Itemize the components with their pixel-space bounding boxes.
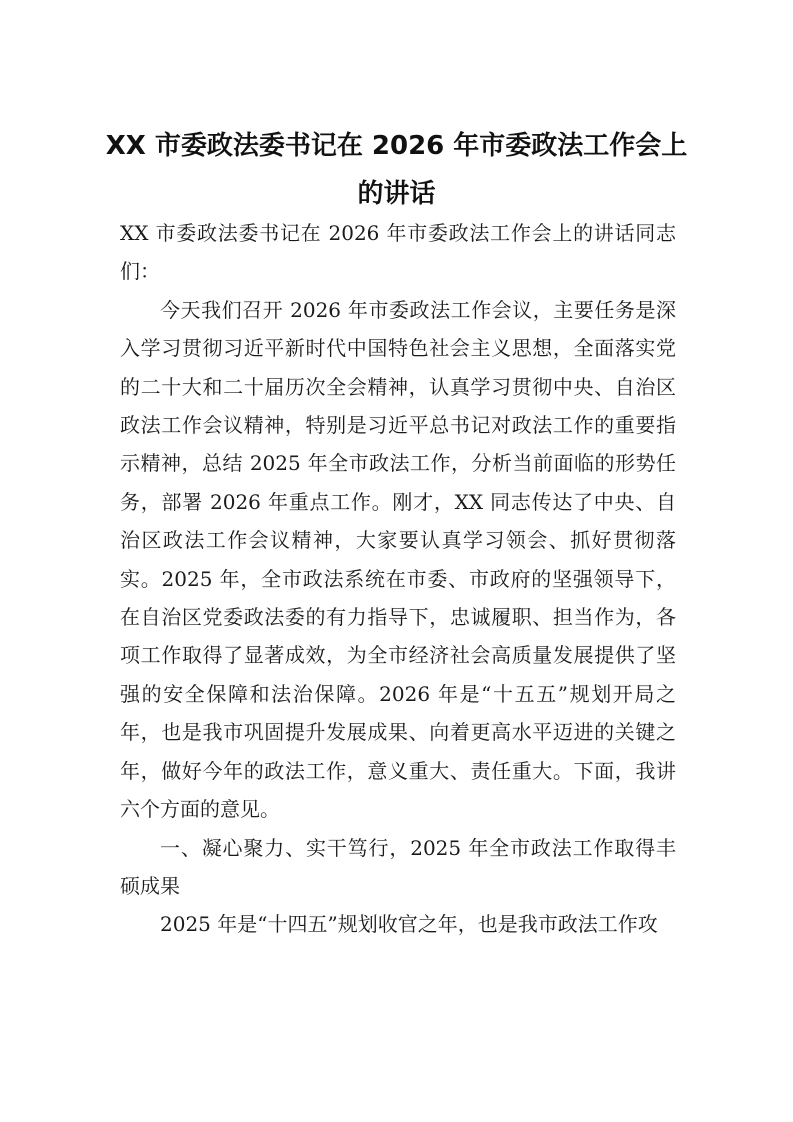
section-heading-one: 一、凝心聚力、实干笃行，2025 年全市政法工作取得丰硕成果 (120, 835, 676, 898)
opening-paragraph: XX 市委政法委书记在 2026 年市委政法工作会上的讲话同志们： (120, 221, 676, 284)
intro-paragraph: 今天我们召开 2026 年市委政法工作会议，主要任务是深入学习贯彻习近平新时代中国特色社会主义思想，全面落实党的二十大和二十届历次全会精神，认真学习贯彻中央、自治区政法工作会议精神，特别是习近平总书记对政法工作的重要指示精神，总结 2025 年全市政法工作，分析当前面临的形势任务，部署 2026 年重点工作。刚才，XX 同志传达了中央、自治区政法工作会议精神，大家要认真学习领会、抓好贯彻落实。2025 年，全市政法系统在市委、市政府的坚强领导下，在自治区党委政法委的有力指导下，忠诚履职、担当作为，各项工作取得了显著成效，为全市经济社会高质量发展提供了坚强的安全保障和法治保障。2026 年是“十五五”规划开局之年，也是我市巩固提升发展成果、向着更高水平迈进的关键之年，做好今年的政法工作，意义重大、责任重大。下面，我讲六个方面的意见。 (120, 297, 676, 822)
section-one-paragraph: 2025 年是“十四五”规划收官之年，也是我市政法工作攻 (160, 912, 658, 937)
document-title: XX 市委政法委书记在 2026 年市委政法工作会上的讲话 (105, 131, 688, 209)
document-body (120, 214, 676, 944)
